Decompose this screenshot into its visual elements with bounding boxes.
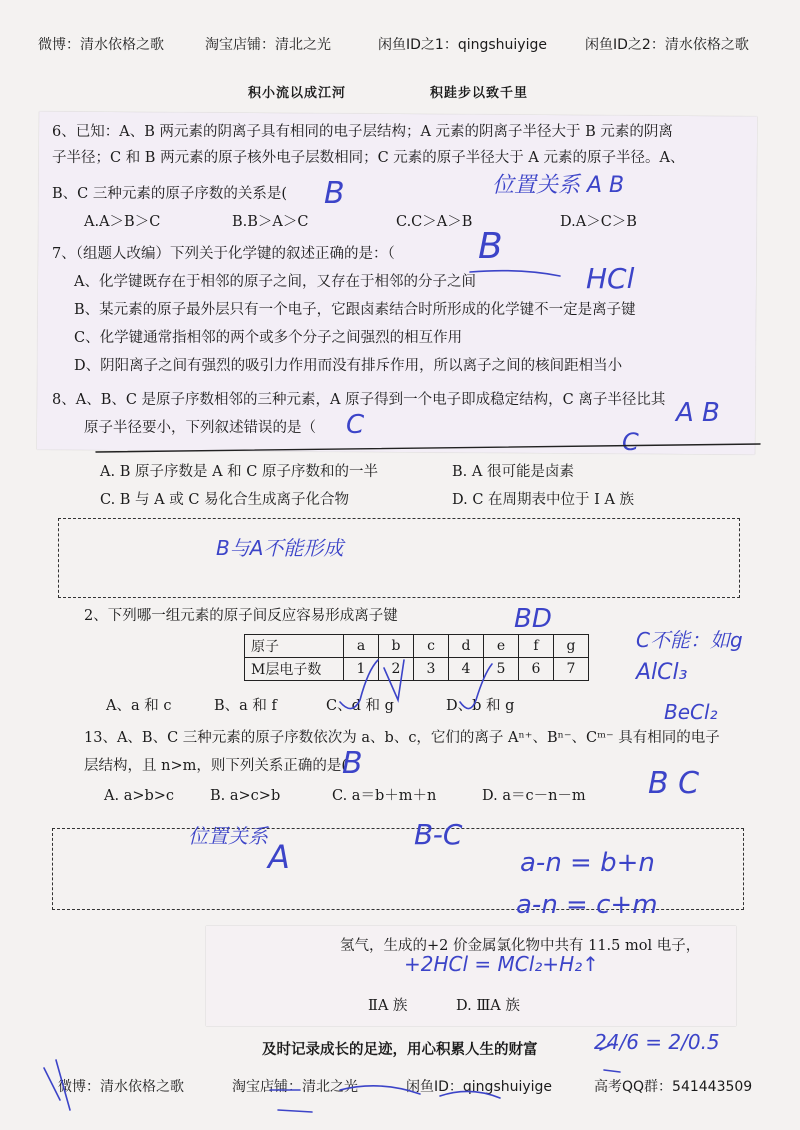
hand-q2-note3: BeCl₂	[664, 700, 718, 724]
q13-option-a: A. a>b>c	[104, 788, 175, 804]
table-cell: 原子	[245, 635, 344, 658]
table-cell: 5	[484, 658, 519, 681]
q13-option-d: D. a＝c－n－m	[482, 788, 586, 804]
q2-option-b: B、a 和 f	[214, 698, 277, 714]
footer-slogan: 及时记录成长的足迹，用心积累人生的财富	[262, 1041, 538, 1058]
q8-option-c: C. B 与 A 或 C 易化合生成离子化合物	[100, 492, 350, 508]
partial-option-d: D. ⅢA 族	[456, 998, 520, 1014]
hand-work4: a-n = b+n	[520, 848, 655, 878]
partial-option-c: ⅡA 族	[368, 998, 408, 1014]
q2-option-d: D、b 和 g	[446, 698, 515, 714]
q13-option-c: C. a＝b＋m＋n	[332, 788, 437, 804]
q7-option-d: D、阴阳离子之间有强烈的吸引力作用而没有排斥作用，所以离子之间的核间距相当小	[74, 358, 623, 374]
hand-q7-note: HCl	[586, 262, 635, 295]
q13-line1: 13、A、B、C 三种元素的原子序数依次为 a、b、c，它们的离子 Aⁿ⁺、Bⁿ⁻、Cᵐ⁻ 具有相同的电子	[84, 730, 720, 746]
footer-weibo: 微博：清水依格之歌	[58, 1079, 184, 1095]
footer-taobao: 淘宝店铺：清北之光	[232, 1079, 358, 1095]
scribble-bottom-left	[44, 1060, 70, 1110]
hand-q6-note: 位置关系 A B	[492, 173, 625, 198]
q8-option-a: A. B 原子序数是 A 和 C 原子序数和的一半	[100, 464, 378, 480]
q13-line2: 层结构，且 n>m，则下列关系正确的是(	[84, 758, 348, 774]
hand-work7: 24/6 = 2/0.5	[594, 1030, 720, 1054]
q6-line3: B、C 三种元素的原子序数的关系是(	[52, 186, 288, 202]
q2-option-a: A、a 和 c	[106, 698, 172, 714]
table-cell: c	[414, 635, 449, 658]
hand-q2-note2: AlCl₃	[636, 660, 688, 685]
scribble-footer	[270, 1086, 500, 1112]
table-cell: e	[484, 635, 519, 658]
q7-option-c: C、化学键通常指相邻的两个或多个分子之间强烈的相互作用	[74, 330, 463, 346]
hand-q8-answer: C	[346, 410, 365, 440]
strike-q7-a	[470, 271, 560, 276]
table-cell: d	[449, 635, 484, 658]
hand-work3: B-C	[414, 818, 463, 851]
q7-stem: 7、（组题人改编）下列关于化学键的叙述正确的是：（	[52, 246, 395, 262]
fold-line	[96, 444, 760, 452]
q6-option-c: C.C＞A＞B	[396, 214, 473, 230]
table-cell: b	[379, 635, 414, 658]
check-q2-d	[460, 664, 492, 709]
hand-work5: a-n = c+m	[516, 890, 658, 920]
hand-q13-answer: B	[342, 746, 363, 781]
table-cell: g	[554, 635, 589, 658]
hand-q8-note: A B	[676, 398, 720, 428]
check-q2-c	[340, 660, 378, 709]
motto-left: 积小流以成江河	[248, 86, 347, 101]
q6-option-a: A.A＞B＞C	[84, 214, 161, 230]
hand-q7-answer: B	[478, 226, 503, 267]
header-weibo: 微博：清水依格之歌	[38, 37, 164, 53]
table-cell: 6	[519, 658, 554, 681]
q13-option-b: B. a>c>b	[210, 788, 281, 804]
q8-line2: 原子半径要小，下列叙述错误的是（	[84, 420, 316, 436]
q7-option-a: A、化学键既存在于相邻的原子之间，又存在于相邻的分子之间	[74, 274, 476, 290]
q8-line1: 8、A、B、C 是原子序数相邻的三种元素，A 原子得到一个电子即成稳定结构，C 离子半径比其	[52, 392, 666, 408]
q7-option-b: B、某元素的原子最外层只有一个电子，它跟卤素结合时所形成的化学键不一定是离子键	[74, 302, 636, 318]
hand-q8-explain: B与A不能形成	[216, 536, 344, 560]
q8-option-b: B. A 很可能是卤素	[452, 464, 574, 480]
header-taobao: 淘宝店铺：清北之光	[205, 37, 331, 53]
table-cell: 2	[379, 658, 414, 681]
table-cell: 7	[554, 658, 589, 681]
table-cell: f	[519, 635, 554, 658]
motto-right: 积跬步以致千里	[430, 86, 529, 101]
q2-option-c: C、d 和 g	[326, 698, 394, 714]
q2-stem: 2、下列哪一组元素的原子间反应容易形成离子键	[84, 608, 398, 624]
q6-line2: 子半径；C 和 B 两元素的原子核外电子层数相同；C 元素的原子半径大于 A 元素的原子半径。A、	[52, 150, 685, 166]
hand-work1: 位置关系	[188, 824, 268, 848]
hand-q2-note1: C不能：如g	[636, 628, 743, 652]
table-cell: 4	[449, 658, 484, 681]
header-xianyu2: 闲鱼ID之2：清水依格之歌	[585, 37, 749, 53]
hand-q8-c: C	[622, 428, 639, 456]
table-cell: a	[344, 635, 379, 658]
table-cell: 3	[414, 658, 449, 681]
hand-q6-answer: B	[324, 176, 345, 211]
q6-line1: 6、已知：A、B 两元素的阴离子具有相同的电子层结构；A 元素的阴离子半径大于 B 元素的阴离	[52, 124, 673, 140]
fraction-marks	[600, 1044, 620, 1072]
q6-option-b: B.B＞A＞C	[232, 214, 309, 230]
footer-xianyu: 闲鱼ID：qingshuiyige	[406, 1079, 553, 1095]
partial-line1: 氢气，生成的+2 价金属氯化物中共有 11.5 mol 电子，	[340, 938, 701, 954]
hand-q13-note: B C	[648, 766, 700, 801]
q6-option-d: D.A＞C＞B	[560, 214, 637, 230]
q8-option-d: D. C 在周期表中位于 Ⅰ A 族	[452, 492, 635, 508]
table-cell: M层电子数	[245, 658, 344, 681]
footer-qq: 高考QQ群：541443509	[594, 1079, 753, 1095]
table-cell: 1	[344, 658, 379, 681]
header-xianyu1: 闲鱼ID之1：qingshuiyige	[378, 37, 547, 53]
hand-q2-answer: BD	[514, 604, 552, 634]
check-q2-b	[384, 660, 404, 700]
hand-work6: +2HCl = MCl₂+H₂↑	[404, 952, 599, 976]
hand-work2: A	[268, 838, 290, 876]
